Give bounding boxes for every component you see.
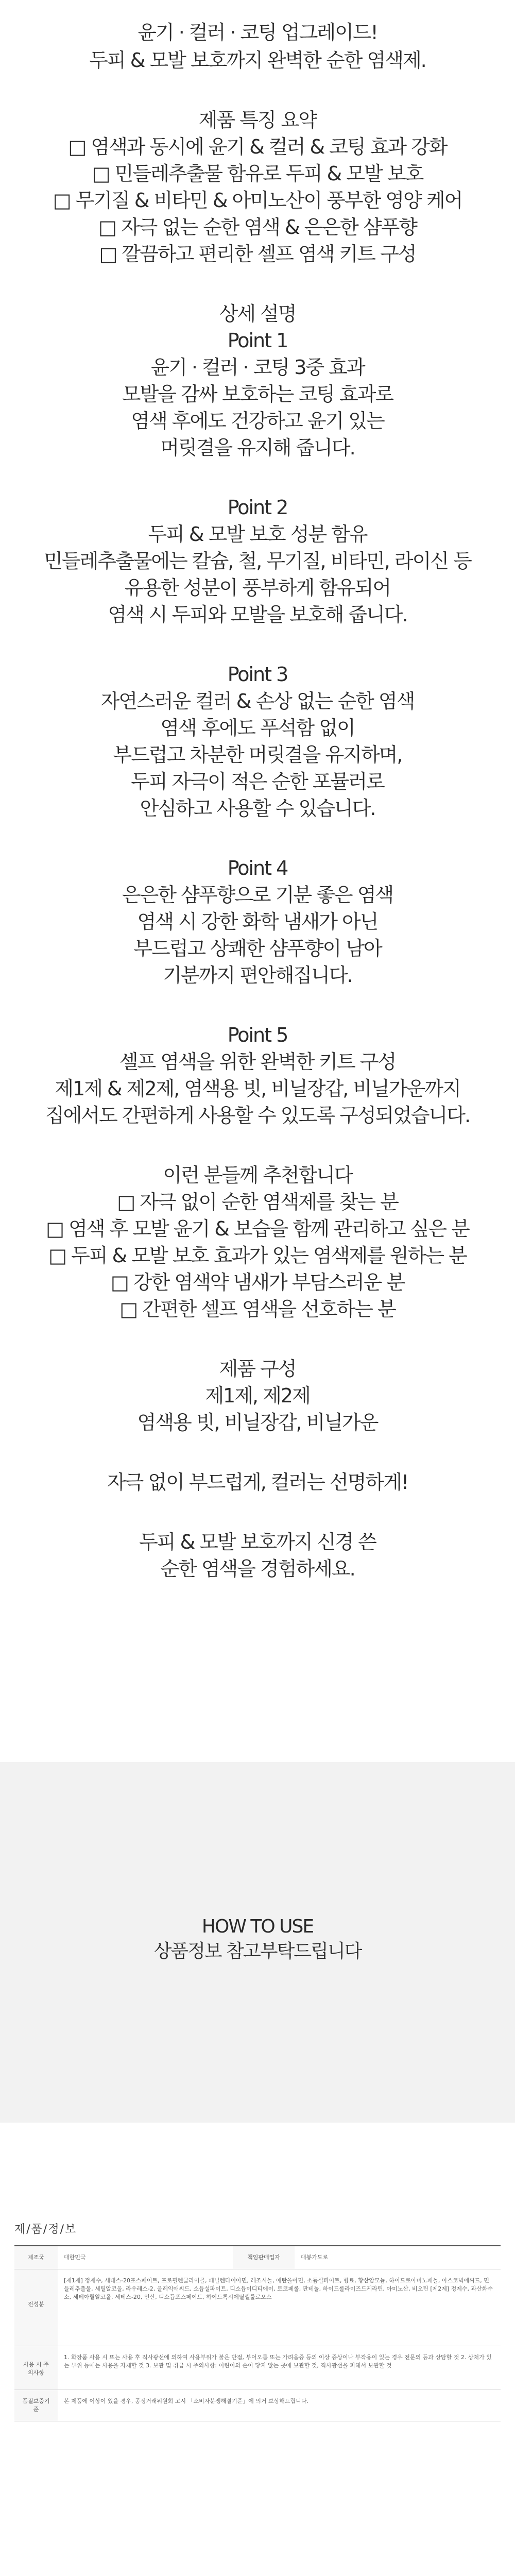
point-5-text-2: 집에서도 간편하게 사용할 수 있도록 구성되었습니다. [45, 1104, 470, 1127]
how-to-use-banner [0, 1762, 515, 2123]
point-2-text-3: 염색 시 두피와 모발을 보호해 줍니다. [108, 603, 407, 626]
point-5-text-1: 제1제 & 제2제, 염색용 빗, 비닐장갑, 비닐가운까지 [55, 1077, 460, 1100]
point-2-text-1: 민들레추출물에는 칼슘, 철, 무기질, 비타민, 라이신 등 [44, 550, 471, 572]
point-3-text-4: 안심하고 사용할 수 있습니다. [140, 797, 375, 820]
point-4-subtitle: 은은한 샴푸향으로 기분 좋은 염색 [122, 884, 393, 906]
recommend-item-3: □ 두피 & 모발 보호 효과가 있는 염색제를 원하는 분 [48, 1244, 467, 1267]
how-to-use-subtitle: 상품정보 참고부탁드립니다 [153, 1941, 362, 1962]
product-info-section [0, 2123, 515, 2576]
warranty-label: 품질보증기준 [14, 2390, 58, 2421]
recommend-item-5: □ 간편한 셀프 염색을 선호하는 분 [119, 1298, 396, 1320]
point-3-text-1: 염색 후에도 푸석함 없이 [160, 717, 355, 739]
point-1-title: Point 1 [227, 329, 288, 352]
point-4-text-2: 부드럽고 상쾌한 샴푸향이 남아 [133, 937, 382, 960]
slogan-1: 자극 없이 부드럽게, 컬러는 선명하게! [107, 1471, 408, 1494]
point-5-subtitle: 셀프 염색을 위한 완벽한 키트 구성 [119, 1050, 396, 1073]
point-3-text-2: 부드럽고 차분한 머릿결을 유지하며, [113, 743, 402, 766]
closing-1: 두피 & 모발 보호까지 신경 쓴 [139, 1531, 376, 1553]
point-3-text-3: 두피 자극이 적은 순한 포뮬러로 [131, 770, 384, 793]
table-row [14, 2346, 501, 2390]
table-row [14, 2246, 501, 2269]
point-5-title: Point 5 [227, 1024, 288, 1046]
product-info-table [14, 2245, 501, 2421]
summary-item-5: □ 깔끔하고 편리한 셀프 염색 키트 구성 [99, 243, 416, 265]
point-4-text-3: 기분까지 편안해집니다. [163, 964, 352, 987]
point-1-subtitle: 윤기 · 컬러 · 코팅 3중 효과 [150, 356, 365, 379]
point-4-text-1: 염색 시 강한 화학 냄새가 아닌 [137, 910, 378, 933]
ingredients-value: [제1제] 정제수, 세테스-20포스페이트, 프로필렌글라이콜, 페닐렌다이아민, 레조시놀, 에탄올아민, 소듐설파이트, 향료, 황산암모늄, 하이드로아미노페놀, 아스코빅애씨드, 민들레추출물, 세틸알코올, 라우레스-2, 올레익애씨드, 소듐설파이트, 디소듐이디티에이, 토코페롤, 판테놀, 하이드롤라이즈드케라틴, 아미노산, 비오틴 [제2제] 정제수, 과산화수소, 세테아릴알코올, 세테스-20, 인산, 디소듐포스페이트, 하이드록시에틸셀룰로오스 [58, 2269, 501, 2346]
recommend-item-4: □ 강한 염색약 냄새가 부담스러운 분 [110, 1271, 405, 1294]
table-row [14, 2269, 501, 2346]
headline-1: 윤기 · 컬러 · 코팅 업그레이드! [138, 21, 377, 44]
recommend-item-2: □ 염색 후 모발 윤기 & 보습을 함께 관리하고 싶은 분 [46, 1217, 469, 1240]
composition-heading: 제품 구성 [219, 1358, 296, 1380]
origin-label: 제조국 [14, 2246, 58, 2269]
summary-item-3: □ 무기질 & 비타민 & 아미노산이 풍부한 영양 케어 [53, 189, 462, 212]
seller-label: 책임판매업자 [233, 2246, 295, 2269]
composition-item-1: 제1제, 제2제 [205, 1384, 310, 1407]
summary-item-4: □ 자극 없는 순한 염색 & 은은한 샴푸향 [98, 216, 417, 239]
origin-value: 대한민국 [58, 2246, 233, 2269]
headline-2: 두피 & 모발 보호까지 완벽한 순한 염색제. [89, 49, 426, 72]
point-1-text-2: 염색 후에도 건강하고 윤기 있는 [131, 410, 384, 432]
point-1-text-1: 모발을 감싸 보호하는 코팅 효과로 [122, 383, 393, 405]
detail-heading: 상세 설명 [219, 302, 296, 325]
point-2-text-2: 유용한 성분이 풍부하게 함유되어 [124, 577, 391, 599]
point-4-title: Point 4 [227, 857, 288, 879]
ingredients-label: 전성분 [14, 2269, 58, 2346]
table-row [14, 2390, 501, 2421]
point-3-subtitle: 자연스러운 컬러 & 손상 없는 순한 염색 [100, 690, 415, 713]
recommend-item-1: □ 자극 없이 순한 염색제를 찾는 분 [117, 1191, 398, 1213]
caution-value: 1. 화장품 사용 시 또는 사용 후 직사광선에 의하여 사용부위가 붉은 반점, 부어오름 또는 가려움증 등의 이상 증상이나 부작용이 있는 경우 전문의 등과 상담할 것 2. 상처가 있는 부위 등에는 사용을 자제할 것 3. 보관 및 취급 시 주의사항: 어린이의 손이 닿지 않는 곳에 보관할 것, 직사광선을 피해서 보관할 것 [58, 2346, 501, 2390]
summary-item-2: □ 민들레추출물 함유로 두피 & 모발 보호 [92, 162, 423, 185]
composition-item-2: 염색용 빗, 비닐장갑, 비닐가운 [137, 1411, 378, 1434]
point-2-title: Point 2 [227, 496, 288, 519]
point-2-subtitle: 두피 & 모발 보호 성분 함유 [148, 523, 367, 546]
recommend-heading: 이런 분들께 추천합니다 [163, 1164, 352, 1187]
summary-heading: 제품 특징 요약 [198, 109, 317, 131]
caution-label: 사용 시 주의사항 [14, 2346, 58, 2390]
how-to-use-title: HOW TO USE [201, 1916, 314, 1937]
product-info-title: 제/품/정/보 [14, 2223, 77, 2236]
seller-value: 대봉가도로 [295, 2246, 501, 2269]
point-3-title: Point 3 [227, 663, 288, 686]
closing-2: 순한 염색을 경험하세요. [160, 1557, 355, 1580]
warranty-value: 본 제품에 이상이 있을 경우, 공정거래위원회 고시 「소비자분쟁해결기준」에 의거 보상해드립니다. [58, 2390, 501, 2421]
point-1-text-3: 머릿결을 유지해 줍니다. [160, 436, 355, 459]
summary-item-1: □ 염색과 동시에 윤기 & 컬러 & 코팅 효과 강화 [68, 135, 447, 158]
